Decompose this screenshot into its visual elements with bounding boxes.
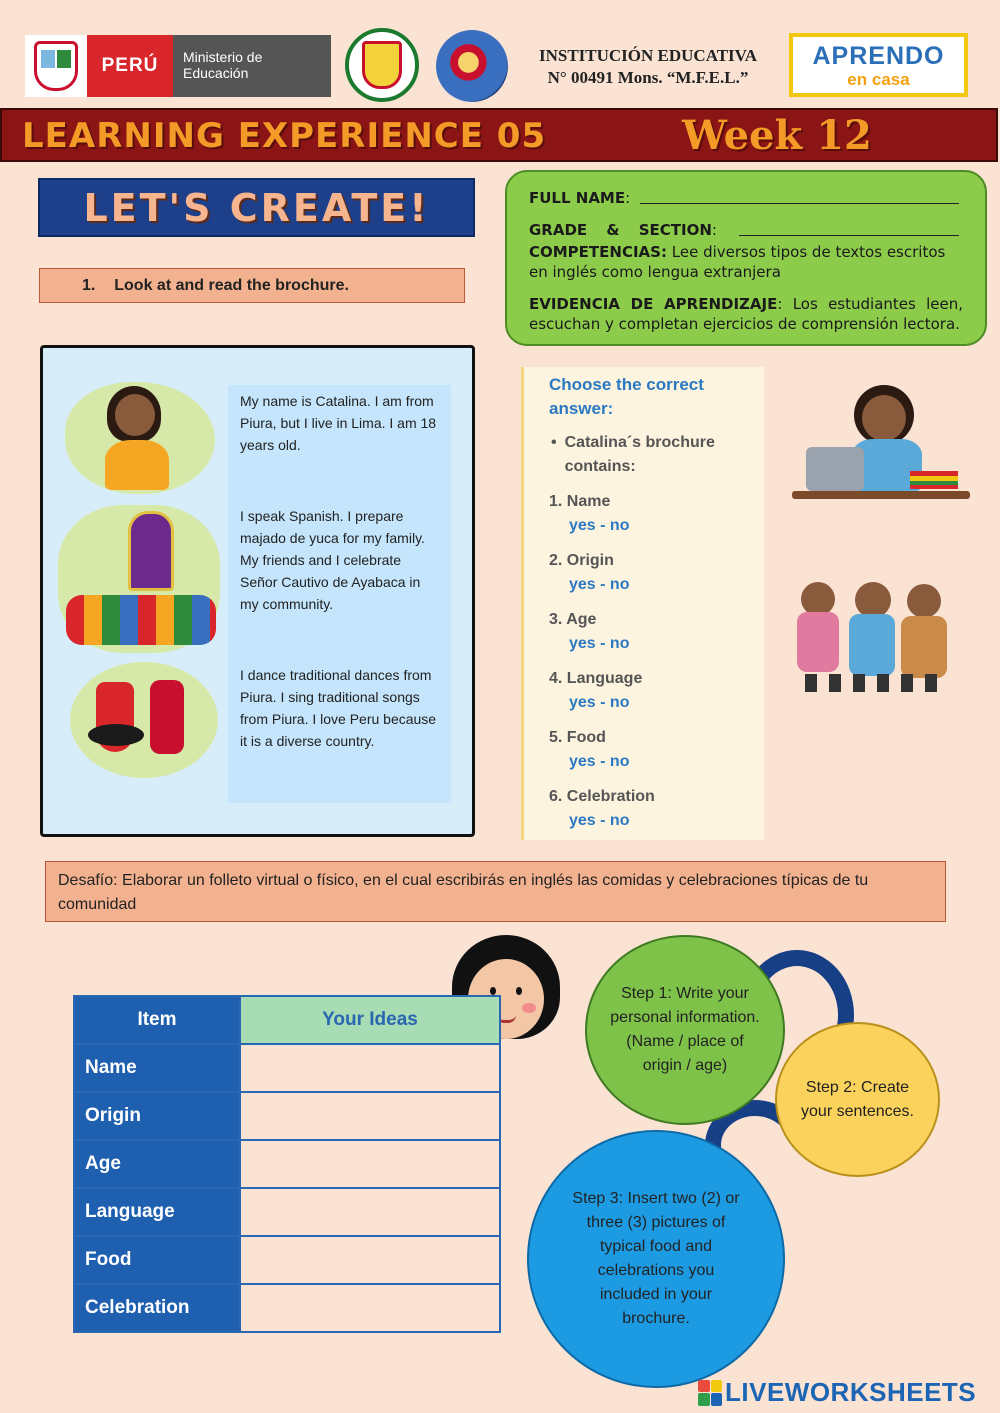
table-row	[74, 1140, 500, 1188]
table-row	[74, 1092, 500, 1140]
quiz-answer-options[interactable]: yes - no	[569, 635, 630, 652]
school-name-line2: N° 00491 Mons. “M.F.E.L.”	[547, 68, 749, 87]
grade-section-field[interactable]	[739, 220, 959, 236]
school-name-line1: INSTITUCIÓN EDUCATIVA	[538, 46, 758, 65]
instruction-1-number: 1.	[82, 277, 96, 294]
table-row-input[interactable]	[240, 1140, 500, 1188]
competencias-label: COMPETENCIAS:	[529, 243, 667, 261]
quiz-item	[549, 726, 764, 774]
week-label: Week 12	[682, 112, 872, 159]
quiz-item-label: 3. Age	[549, 611, 597, 628]
children-group-icon	[795, 562, 955, 707]
girl-with-laptop-icon	[792, 375, 970, 505]
table-row-label: Origin	[74, 1092, 240, 1140]
quiz-item-label: 6. Celebration	[549, 788, 655, 805]
step-1-text: Step 1: Write your personal information. (Name / place of origin / age)	[610, 985, 760, 1074]
learning-experience-title: LEARNING EXPERIENCE 05	[22, 116, 547, 156]
sacred-heart-logo-icon	[436, 30, 508, 102]
school-name	[520, 45, 776, 89]
table-row-input[interactable]	[240, 1284, 500, 1332]
competencias-text: Lee diversos tipos de textos escritos en inglés como lengua extranjera	[529, 243, 946, 281]
quiz-answer-options[interactable]: yes - no	[569, 576, 630, 593]
ideas-table	[73, 995, 501, 1333]
catalina-portrait-icon	[65, 382, 215, 494]
aprendo-title: APRENDO	[812, 42, 945, 70]
table-row-input[interactable]	[240, 1044, 500, 1092]
quiz-title: Choose the correct answer:	[549, 375, 704, 418]
quiz-answer-options[interactable]: yes - no	[569, 753, 630, 770]
quiz-prompt: • Catalina´s brochure contains:	[549, 431, 764, 479]
aprendo-en-casa-logo	[789, 33, 968, 97]
table-header-item: Item	[74, 996, 240, 1044]
table-row-input[interactable]	[240, 1236, 500, 1284]
brochure-paragraph-3: I dance traditional dances from Piura. I sing traditional songs from Piura. I love Peru because it is a diverse country.	[240, 667, 437, 749]
table-row	[74, 1284, 500, 1332]
quiz-item	[549, 490, 764, 538]
brochure-paragraph-1: My name is Catalina. I am from Piura, but I live in Lima. I am 18 years old.	[240, 393, 437, 453]
table-row	[74, 1044, 500, 1092]
evidencia: EVIDENCIA DE APRENDIZAJE: Los estudiantes leen, escuchan y completan ejercicios de comprensión lectora.	[529, 295, 963, 333]
table-row-label: Food	[74, 1236, 240, 1284]
table-row-label: Language	[74, 1188, 240, 1236]
table-row-label: Name	[74, 1044, 240, 1092]
ministry-name: Ministerio de Educación	[183, 49, 263, 81]
peru-coat-of-arms-icon	[25, 35, 87, 97]
section-title-text: LET'S CREATE!	[83, 185, 430, 230]
brochure-text-panel	[228, 385, 451, 803]
evidencia-label: EVIDENCIA DE APRENDIZAJE	[529, 295, 778, 313]
table-row-label: Age	[74, 1140, 240, 1188]
traditional-dancers-icon	[70, 662, 218, 778]
school-crest-icon	[345, 28, 419, 102]
quiz-item	[549, 608, 764, 656]
evidencia-text: Los estudiantes leen, escuchan y completan ejercicios de comprensión lectora.	[529, 295, 963, 333]
ministry-country: PERÚ	[87, 35, 173, 97]
student-info-card: FULL NAME : GRADE & SECTION : COMPETENCIAS: Lee diversos tipos de textos escritos en inglés como lengua extranjera EVIDENCIA DE APRENDIZAJE: Los estudiantes leen, escuchan y completan ejercicios de comprensión lectora.	[505, 170, 987, 346]
table-row	[74, 1236, 500, 1284]
watermark-text: LIVEWORKSHEETS	[725, 1377, 977, 1407]
brochure-paragraph-2: I speak Spanish. I prepare majado de yuca for my family. My friends and I celebrate Señor Cautivo de Ayabaca in my community.	[240, 508, 425, 612]
title-banner	[0, 108, 998, 162]
quiz-item	[549, 785, 764, 833]
quiz-item-label: 2. Origin	[549, 552, 614, 569]
competencias	[529, 242, 963, 282]
grade-section-label: GRADE & SECTION	[529, 221, 712, 239]
step-2-text: Step 2: Create your sentences.	[801, 1078, 914, 1120]
liveworksheets-logo-icon	[698, 1380, 722, 1406]
quiz-answer-options[interactable]: yes - no	[569, 812, 630, 829]
step-2-circle	[775, 1022, 940, 1177]
challenge-box: Desafío: Elaborar un folleto virtual o físico, en el cual escribirás en inglés las comidas y celebraciones típicas de tu comunidad	[45, 861, 946, 922]
ministry-logo	[25, 35, 331, 97]
festival-procession-icon	[58, 505, 220, 653]
quiz-answer-options[interactable]: yes - no	[569, 517, 630, 534]
table-row-input[interactable]	[240, 1092, 500, 1140]
quiz-answer-options[interactable]: yes - no	[569, 694, 630, 711]
table-header-row	[74, 996, 500, 1044]
quiz-prompt-text: Catalina´s brochure contains:	[564, 434, 715, 475]
table-row-input[interactable]	[240, 1188, 500, 1236]
full-name-label: FULL NAME	[529, 189, 626, 207]
quiz-item-label: 5. Food	[549, 729, 606, 746]
quiz-item	[549, 549, 764, 597]
quiz-panel	[521, 367, 764, 840]
aprendo-subtitle: en casa	[847, 70, 910, 89]
liveworksheets-watermark	[698, 1377, 976, 1408]
table-row-label: Celebration	[74, 1284, 240, 1332]
instruction-1-text: Look at and read the brochure.	[114, 277, 349, 294]
step-1-circle	[585, 935, 785, 1125]
quiz-item-label: 1. Name	[549, 493, 611, 510]
instruction-1	[39, 268, 465, 303]
step-3-text: Step 3: Insert two (2) or three (3) pictures of typical food and celebrations you included in your brochure.	[572, 1190, 740, 1327]
quiz-item-label: 4. Language	[549, 670, 643, 687]
step-3-circle	[527, 1130, 785, 1388]
section-title	[38, 178, 475, 237]
quiz-item	[549, 667, 764, 715]
table-header-your-ideas: Your Ideas	[240, 996, 500, 1044]
table-row	[74, 1188, 500, 1236]
full-name-field[interactable]	[640, 188, 959, 204]
